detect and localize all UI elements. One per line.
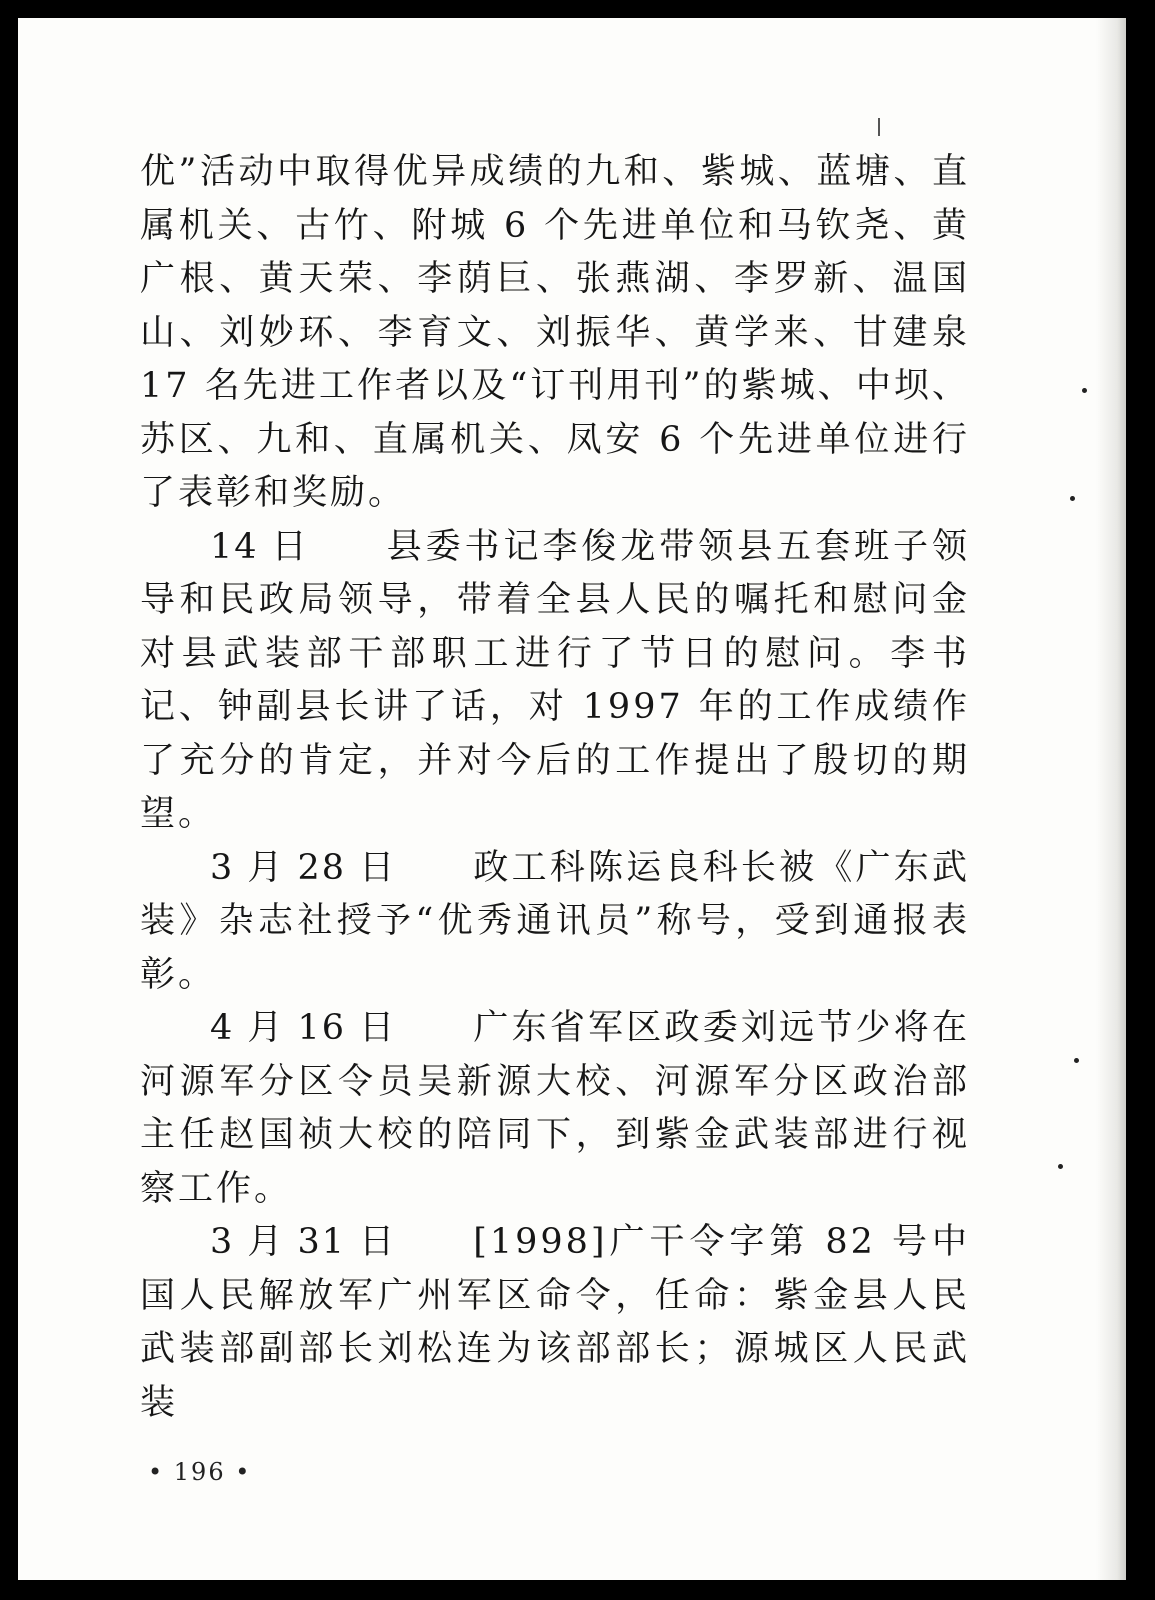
opening-paragraph: 优”活动中取得优异成绩的九和、紫城、蓝塘、直属机关、古竹、附城 6 个先进单位和马钦尧、黄广根、黄天荣、李荫巨、张燕湖、李罗新、温国山、刘妙环、李育文、刘振华、黄学来、甘建泉 17 名先进工作者以及“订刊用刊”的紫城、中坝、苏区、九和、直属机关、凤安 6 个先进单位进行了表彰和奖励。 [140, 152, 970, 513]
entry-text: 广东省军区政委刘远节少将在河源军分区令员吴新源大校、河源军分区政治部主任赵国祯大校的陪同下，到紫金武装部进行视察工作。 [140, 1008, 970, 1209]
chronicle-entry [140, 1216, 970, 1430]
entry-date: 3 月 28 日 [210, 847, 397, 888]
chronicle-entry [140, 521, 970, 842]
entry-date: 14 日 [210, 526, 309, 567]
entry-date: 4 月 16 日 [210, 1008, 397, 1048]
page-edge-shadow [1096, 18, 1126, 1580]
document-page [18, 18, 1126, 1580]
scan-artifact-speck [1074, 1058, 1079, 1063]
scan-artifact-speck [1082, 388, 1087, 393]
entry-text: 县委书记李俊龙带领县五套班子领导和民政局领导，带着全县人民的嘱托和慰问金对县武装部干部职工进行了节日的慰问。李书记、钟副县长讲了话，对 1997 年的工作成绩作了充分的肯定，并对今后的工作提出了殷切的期望。 [140, 526, 970, 834]
page-number: • 196 • [148, 1458, 252, 1486]
chronicle-entry [140, 1002, 970, 1216]
scan-artifact-mark [878, 118, 880, 136]
chronicle-entry [140, 842, 970, 1003]
entry-text: 政工科陈运良科长被《广东武装》杂志社授予“优秀通讯员”称号，受到通报表彰。 [140, 847, 970, 995]
scan-artifact-speck [1070, 496, 1075, 501]
scan-artifact-speck [1058, 1164, 1063, 1169]
entry-date: 3 月 31 日 [210, 1222, 397, 1262]
body-text [140, 146, 970, 1430]
entry-text: [1998]广干令字第 82 号中国人民解放军广州军区命令，任命：紫金县人民武装部副部长刘松连为该部部长；源城区人民武装 [140, 1222, 970, 1423]
